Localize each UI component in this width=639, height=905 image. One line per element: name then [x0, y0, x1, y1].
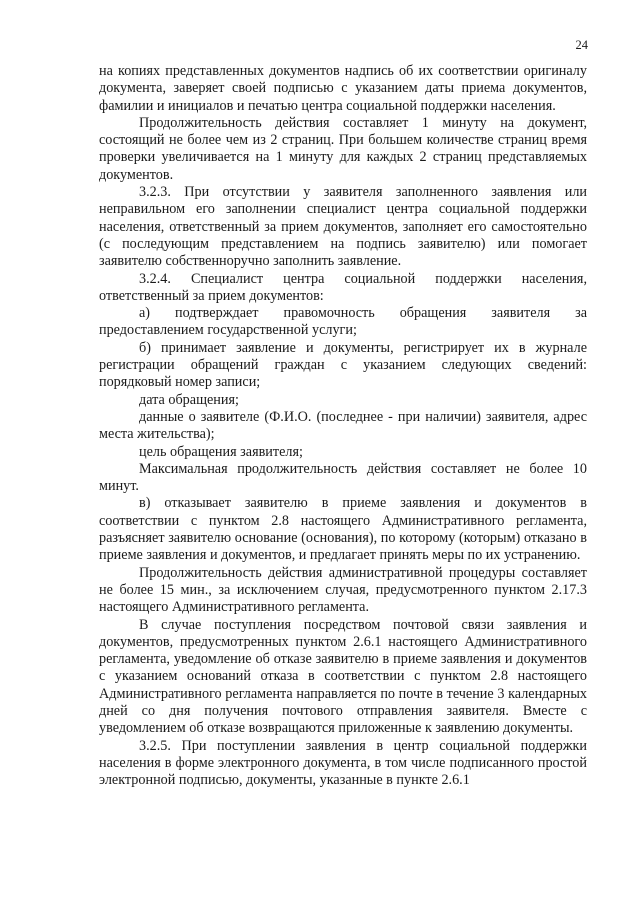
paragraph-purpose: цель обращения заявителя;: [139, 443, 303, 460]
paragraph-duration-check: Продолжительность действия составляет 1 минуту на документ, состоящий не более чем из 2 страниц. При большем количестве страниц время проверки увеличивается на 1 минуту для каждых 2 страниц представляемых документов.: [99, 114, 587, 183]
paragraph-continuation: на копиях представленных документов надпись об их соответствии оригиналу документа, заверяет своей подписью с указанием даты приема документов, фамилии и инициалов и печатью центра социальной поддержки населения.: [99, 63, 587, 114]
document-body: [99, 63, 587, 789]
paragraph-max-duration: Максимальная продолжительность действия составляет не более 10 минут.: [99, 460, 587, 495]
paragraph-applicant-data: данные о заявителе (Ф.И.О. (последнее - при наличии) заявителя, адрес места жительства);: [99, 408, 587, 443]
paragraph-date: дата обращения;: [139, 391, 239, 408]
paragraph-3-2-4: 3.2.4. Специалист центра социальной поддержки населения, ответственный за прием документов:: [99, 270, 587, 304]
page-number: 24: [575, 38, 588, 52]
paragraph-item-b: б) принимает заявление и документы, регистрирует их в журнале регистрации обращений граждан с указанием следующих сведений: порядковый номер записи;: [99, 339, 587, 391]
paragraph-procedure-duration: Продолжительность действия административной процедуры составляет не более 15 мин., за исключением случая, предусмотренного пунктом 2.17.3 настоящего Административного регламента.: [99, 564, 587, 616]
paragraph-item-a: а) подтверждает правомочность обращения заявителя за предоставлением государственной услуги;: [99, 305, 587, 339]
paragraph-3-2-3: 3.2.3. При отсутствии у заявителя заполненного заявления или неправильном его заполнении специалист центра социальной поддержки населения, ответственный за прием документов, заполняет его самостоятельно (с последующим представлением на подпись заявителю) или помогает заявителю собственноручно заполнить заявление.: [99, 184, 587, 270]
paragraph-postal-case: В случае поступления посредством почтовой связи заявления и документов, предусмотренных пунктом 2.6.1 настоящего Административного регламента, уведомление об отказе заявителю в приеме заявления и документов с указанием оснований отказа в соответствии с пунктом 2.8 настоящего Административного регламента направляется по почте в течение 3 календарных дней со дня получения почтового отправления заявителя. Вместе с уведомлением об отказе возвращаются приложенные к заявлению документы.: [99, 616, 587, 737]
paragraph-item-v: в) отказывает заявителю в приеме заявления и документов в соответствии с пунктом 2.8 настоящего Административного регламента, разъясняет заявителю основание (основания), по которому (которым) отказано в приеме заявления и документов, и предлагает принять меры по их устранению.: [99, 495, 587, 564]
paragraph-3-2-5: 3.2.5. При поступлении заявления в центр социальной поддержки населения в форме электронного документа, в том числе подписанного простой электронной подписью, документы, указанные в пункте 2.6.1: [99, 737, 587, 789]
